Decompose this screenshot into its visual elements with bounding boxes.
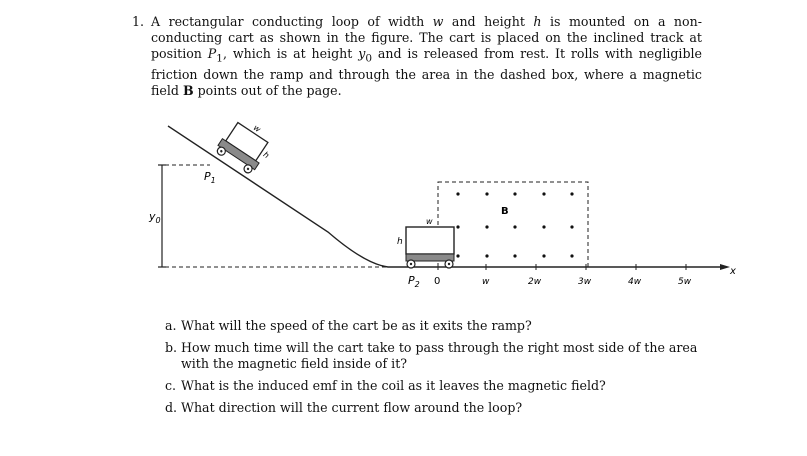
w-label-ramp: w	[251, 123, 263, 135]
y0-label: $y_0$	[149, 210, 161, 225]
question-a: a. What will the speed of the cart be as it exits the ramp?	[165, 318, 532, 333]
field-dots	[456, 192, 573, 257]
question-c: c. What is the induced emf in the coil as it leaves the magnetic field?	[165, 378, 606, 393]
cart-ramp-figure	[140, 104, 740, 304]
h-label-cart: h	[397, 237, 403, 247]
var-p1: P	[207, 46, 217, 62]
tick-label-2w: 2w	[528, 277, 542, 287]
tick-label-3w: 3w	[578, 277, 592, 287]
questions-list	[165, 318, 705, 422]
B-label: B	[501, 206, 509, 217]
w-label-cart: w	[426, 217, 433, 226]
problem-body: A rectangular conducting loop of width w and height h is mounted on a non-conducting cart as shown in the figure. The cart is placed on the inclined track at position $P_1$, which is at height $y_0$ and is released from rest. It rolls with negligible friction down the ramp and through the area in the dashed box, where a magnetic field B points out of the page.	[151, 14, 707, 99]
question-d: d. What direction will the current flow around the loop?	[165, 400, 523, 415]
cart-at-p2	[397, 217, 454, 268]
x-axis-arrow	[720, 264, 730, 270]
tick-label-5w: 5w	[678, 277, 692, 287]
problem-number: 1.	[132, 14, 145, 29]
var-h: h	[533, 14, 542, 29]
problem-statement	[132, 14, 707, 100]
var-y0: y	[358, 46, 366, 62]
tick-label-0: 0	[434, 276, 441, 287]
h-label-ramp: h	[261, 149, 271, 161]
var-B: B	[182, 83, 194, 99]
question-b: b. How much time will the cart take to pass through the right most side of the area with the magnetic field inside of it?	[165, 340, 698, 371]
cart-on-ramp	[214, 112, 280, 178]
x-axis-label: x	[730, 266, 736, 277]
magnetic-field-region	[438, 182, 588, 267]
tick-label-4w: 4w	[628, 277, 642, 287]
p2-label: $P_2$	[408, 274, 420, 289]
tick-label-w: w	[482, 277, 490, 287]
var-w: w	[432, 14, 444, 29]
p1-label: $P_1$	[204, 170, 216, 185]
loop-at-p2	[406, 227, 454, 254]
